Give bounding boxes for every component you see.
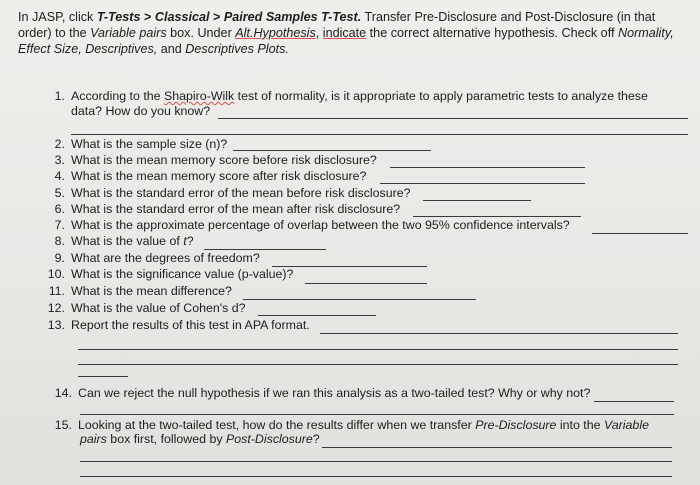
indicate-word: indicate [322,26,367,40]
menu-t-tests: T-Tests [96,10,141,24]
question-text: What is the approximate percentage of overlap between the two 95% confidence intervals? [71,218,570,232]
answer-line-5[interactable] [423,200,531,201]
question-text: into the [556,418,604,432]
question-6 [43,202,400,217]
answer-line-13c[interactable] [78,364,678,365]
variable-term: Variable [603,418,649,432]
question-5 [43,186,411,201]
question-12 [43,301,246,316]
answer-line-1a[interactable] [218,118,688,119]
question-15-line2 [80,432,320,447]
intro-text: box. Under [166,26,236,40]
answer-line-15a[interactable] [322,447,672,448]
question-2 [43,137,227,152]
answer-line-15c[interactable] [80,476,672,477]
options-list: Normality, Effect Size, Descriptives, [18,26,674,56]
answer-line-15b[interactable] [80,461,672,462]
answer-line-6[interactable] [413,216,581,217]
menu-paired-samples: Paired Samples T-Test. [223,10,362,24]
question-text: Looking at the two-tailed test, how do the results differ when we transfer [78,418,476,432]
question-8 [43,234,194,249]
pre-disclosure-term: Pre-Disclosure [475,418,557,432]
answer-line-7[interactable] [592,233,688,234]
question-1 [43,89,648,104]
question-text: Can we reject the null hypothesis if we ran this analysis as a two-tailed test? Why or why not? [78,386,591,400]
question-7 [43,218,570,233]
question-text: What is the standard error of the mean after risk disclosure? [71,202,401,216]
t-symbol: t [183,234,187,248]
question-11 [43,284,232,299]
question-10 [43,267,293,282]
answer-line-8[interactable] [204,249,326,250]
answer-line-14a[interactable] [594,401,674,402]
question-text: What is the value of [71,234,184,248]
descriptives-plots-label: Descriptives Plots. [185,42,289,56]
question-number: 15. [54,418,72,432]
question-number: 9. [54,251,65,265]
question-text: test of normality, is it appropriate to apply parametric tests to analyze these [234,89,648,103]
answer-line-10[interactable] [305,283,427,284]
answer-line-4[interactable] [380,183,585,184]
variable-pairs-label: Variable pairs [90,26,167,40]
answer-line-14b[interactable] [80,414,674,415]
question-number: 6. [54,202,65,216]
question-text: ? [186,234,194,248]
answer-line-3[interactable] [390,167,585,168]
alt-hypothesis-label: Alt.Hypothesis [235,26,316,40]
arrow-separator: > [140,10,155,24]
question-14 [50,386,590,401]
question-3 [43,153,377,168]
answer-line-1b[interactable] [71,134,688,135]
question-number: 8. [54,234,65,248]
question-text: What is the significance value (p-value)? [71,267,294,281]
answer-line-13d[interactable] [78,376,128,377]
question-number: 3. [54,153,65,167]
arrow-separator: > [209,10,224,24]
question-text: box first, followed by [106,432,226,446]
question-number: 2. [54,137,65,151]
question-text: According to the [71,89,164,103]
intro-text: In JASP, click [18,10,97,24]
question-text: What is the sample size (n)? [71,137,228,151]
question-text: ? [312,432,320,446]
question-13 [43,318,310,333]
question-number: 7. [54,218,65,232]
intro-text: Transfer Pre-Disclosure and Post-Disclosure (in that order) to the [18,10,656,40]
menu-classical: Classical [154,10,210,24]
intro-text: and [157,42,186,56]
intro-text: the correct alternative hypothesis. Check off [366,26,618,40]
question-number: 13. [47,318,65,332]
question-text: What are the degrees of freedom? [71,251,260,265]
pairs-term: pairs [80,432,107,446]
shapiro-wilk-term: Shapiro-Wilk [163,89,235,103]
question-text: What is the mean difference? [71,284,232,298]
answer-line-13a[interactable] [320,333,678,334]
question-9 [43,251,260,266]
question-number: 4. [54,169,65,183]
question-number: 1. [54,89,65,103]
post-disclosure-term: Post-Disclosure [226,432,313,446]
question-text: What is the value of Cohen's d? [71,301,246,315]
question-number: 11. [48,284,65,298]
question-15 [50,418,649,433]
answer-line-12[interactable] [258,315,376,316]
question-4 [43,169,366,184]
question-text: What is the mean memory score after risk disclosure? [71,169,367,183]
intro-text: , [315,26,323,40]
answer-line-9[interactable] [272,266,427,267]
question-number: 12. [47,301,65,315]
question-text: What is the standard error of the mean before risk disclosure? [71,186,411,200]
answer-line-11[interactable] [243,299,476,300]
question-number: 5. [54,186,65,200]
instructions-paragraph [18,9,690,57]
question-text: What is the mean memory score before risk disclosure? [71,153,377,167]
answer-line-13b[interactable] [78,349,678,350]
question-1-line2: data? How do you know? [71,104,211,118]
answer-line-2[interactable] [233,150,431,151]
question-text: Report the results of this test in APA format. [71,318,310,332]
question-number: 10. [47,267,65,281]
question-number: 14. [54,386,72,400]
